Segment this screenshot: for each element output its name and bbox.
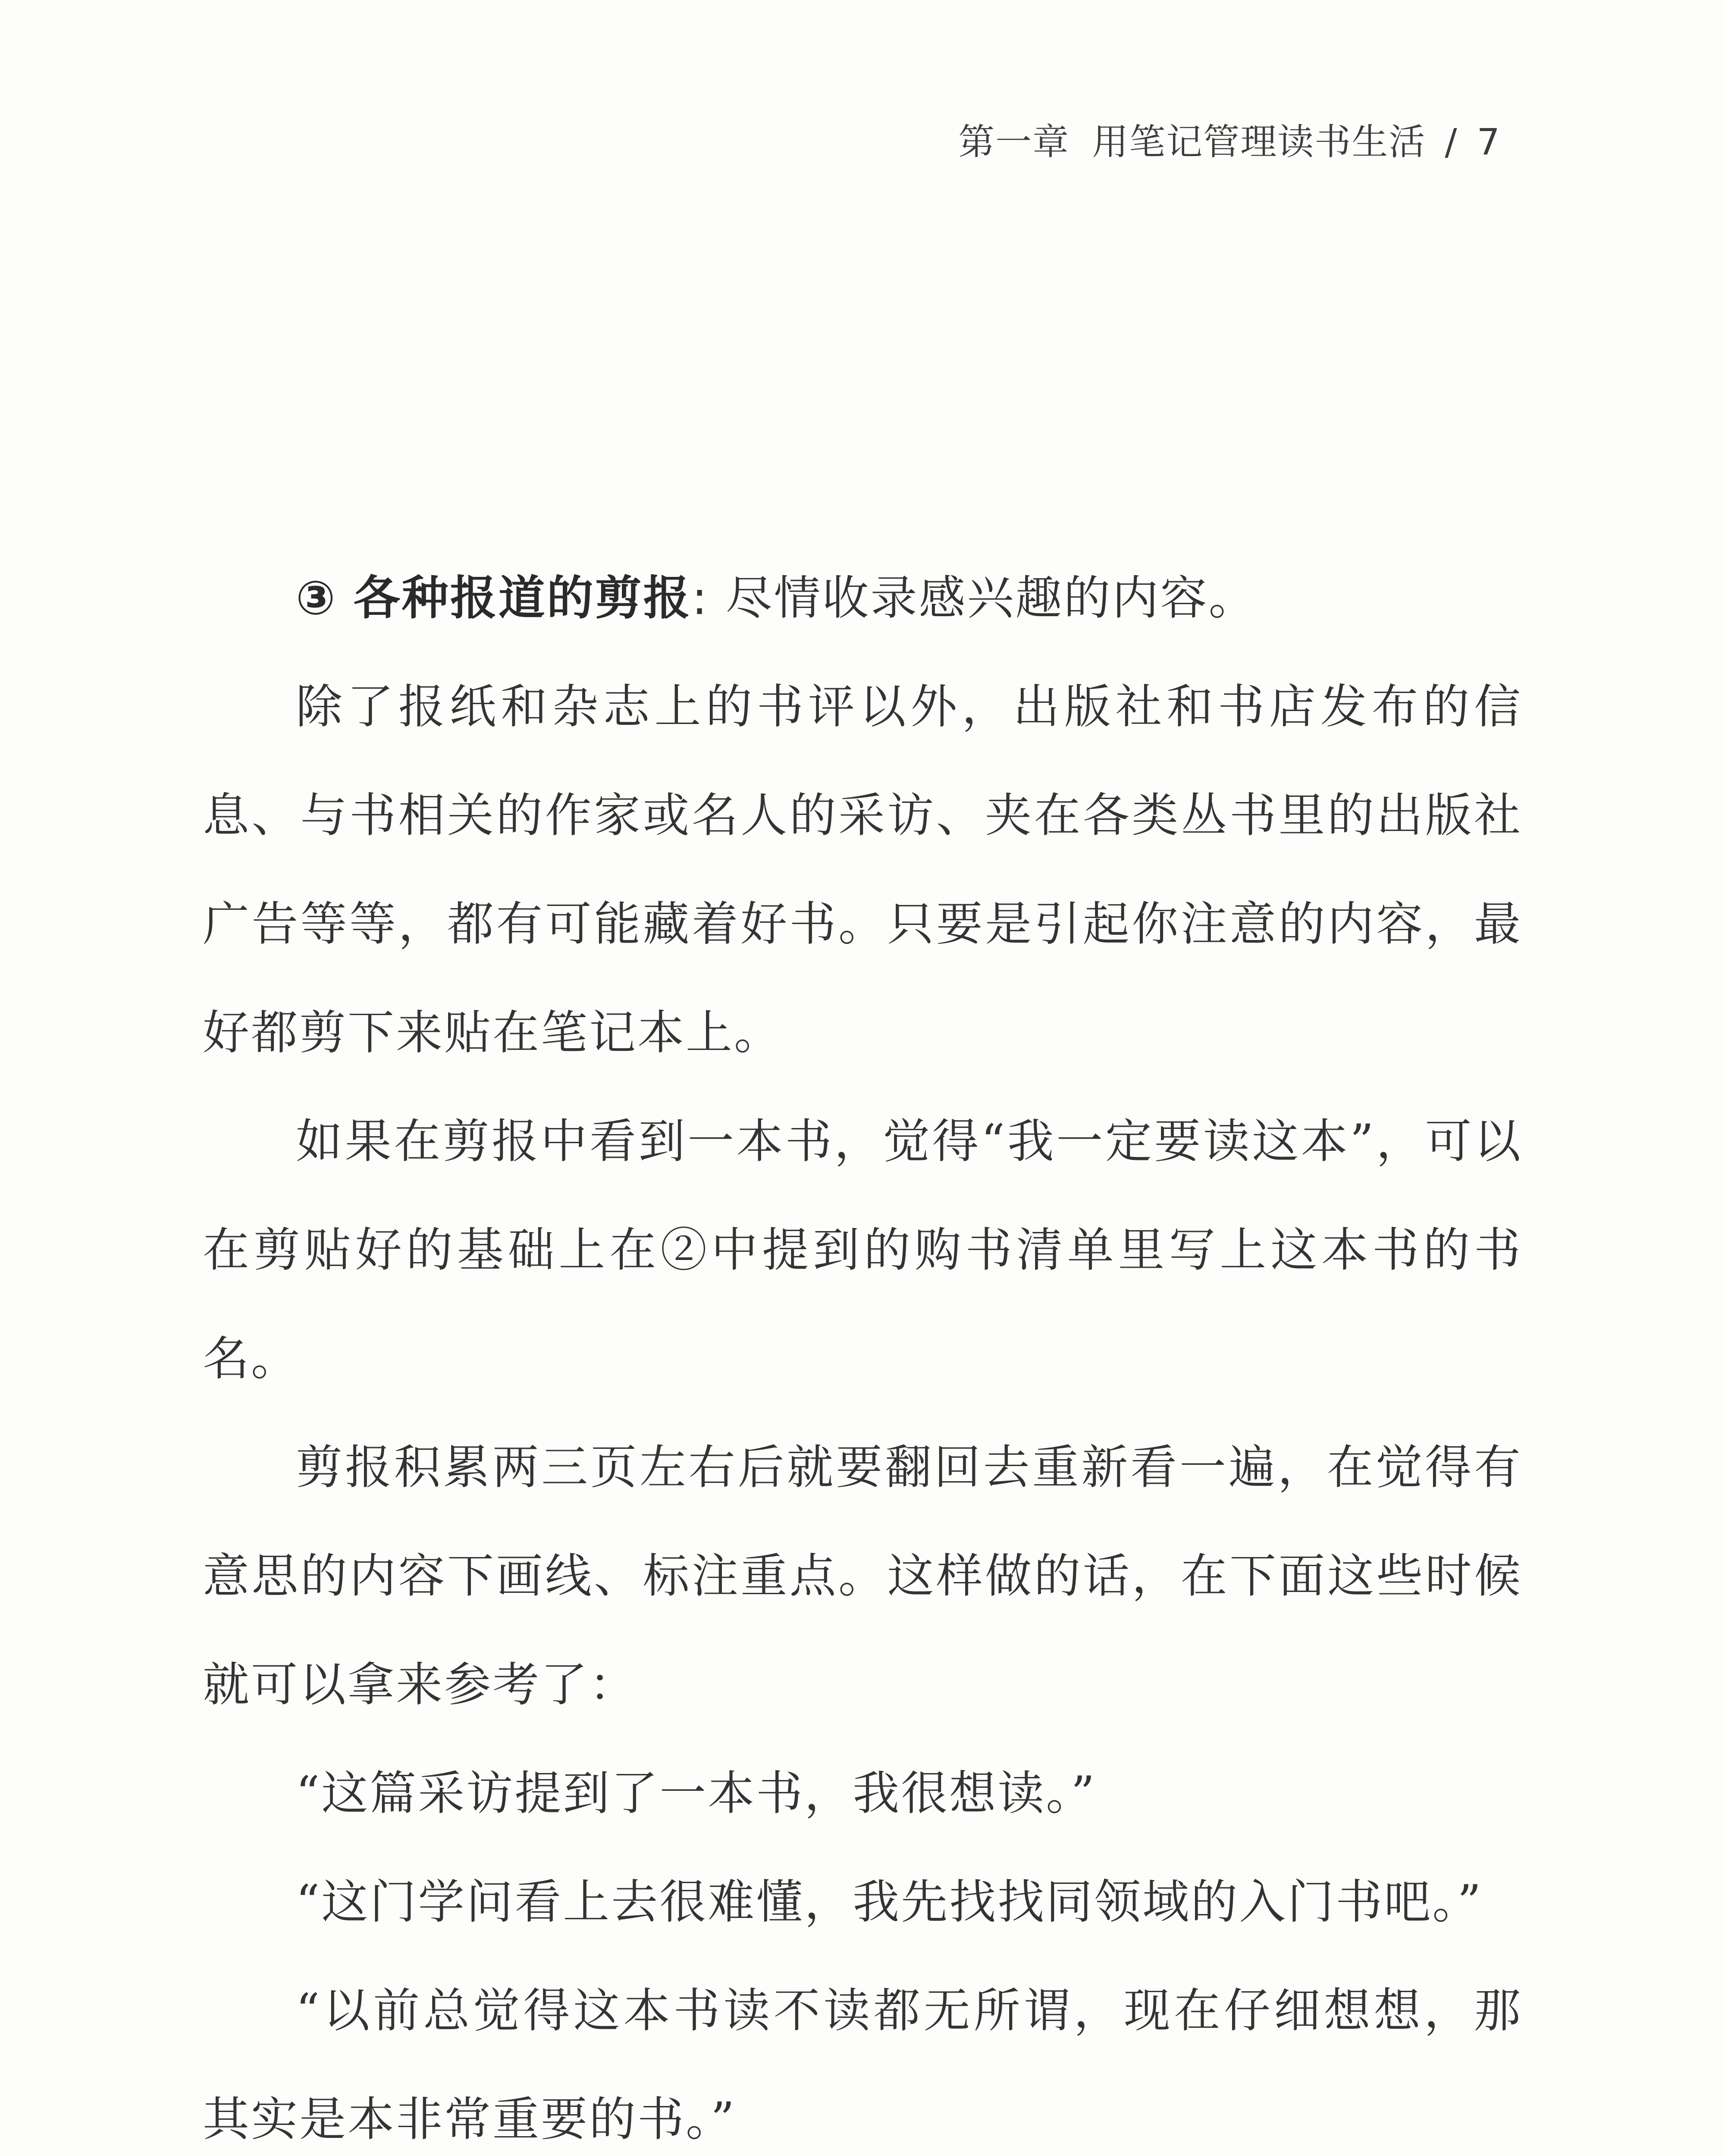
- paragraph: 如果在剪报中看到一本书，觉得“我一定要读这本”，可以在剪贴好的基础上在②中提到的购书清单里写上这本书的书名。: [203, 1115, 1522, 1386]
- quote-paragraph: “以前总觉得这本书读不读都无所谓，现在仔细想想，那其实是本非常重要的书。”: [203, 1984, 1522, 2147]
- chapter-label: 第一章: [958, 121, 1070, 163]
- page-body: [203, 544, 1522, 2156]
- header-separator: /: [1445, 121, 1458, 163]
- section-heading: [203, 544, 1522, 653]
- quote-paragraph: “这门学问看上去很难懂，我先找找同领域的入门书吧。”: [296, 1875, 1483, 1929]
- paragraph: 除了报纸和杂志上的书评以外，出版社和书店发布的信息、与书相关的作家或名人的采访、夹在各类丛书里的出版社广告等等，都有可能藏着好书。只要是引起你注意的内容，最好都剪下来贴在笔记本上。: [203, 680, 1522, 1060]
- running-header: [958, 113, 1501, 165]
- section-marker: ③: [296, 571, 337, 625]
- page-number: 7: [1477, 121, 1501, 163]
- section-subtitle: : 尽情收录感兴趣的内容。: [691, 571, 1257, 625]
- quote-paragraph: “这篇采访提到了一本书，我很想读。”: [296, 1767, 1097, 1821]
- section-heading-text: 各种报道的剪报: [353, 571, 692, 625]
- paragraph: 剪报积累两三页左右后就要翻回去重新看一遍，在觉得有意思的内容下画线、标注重点。这样做的话，在下面这些时候就可以拿来参考了：: [203, 1441, 1522, 1712]
- chapter-title: 用笔记管理读书生活: [1092, 121, 1426, 163]
